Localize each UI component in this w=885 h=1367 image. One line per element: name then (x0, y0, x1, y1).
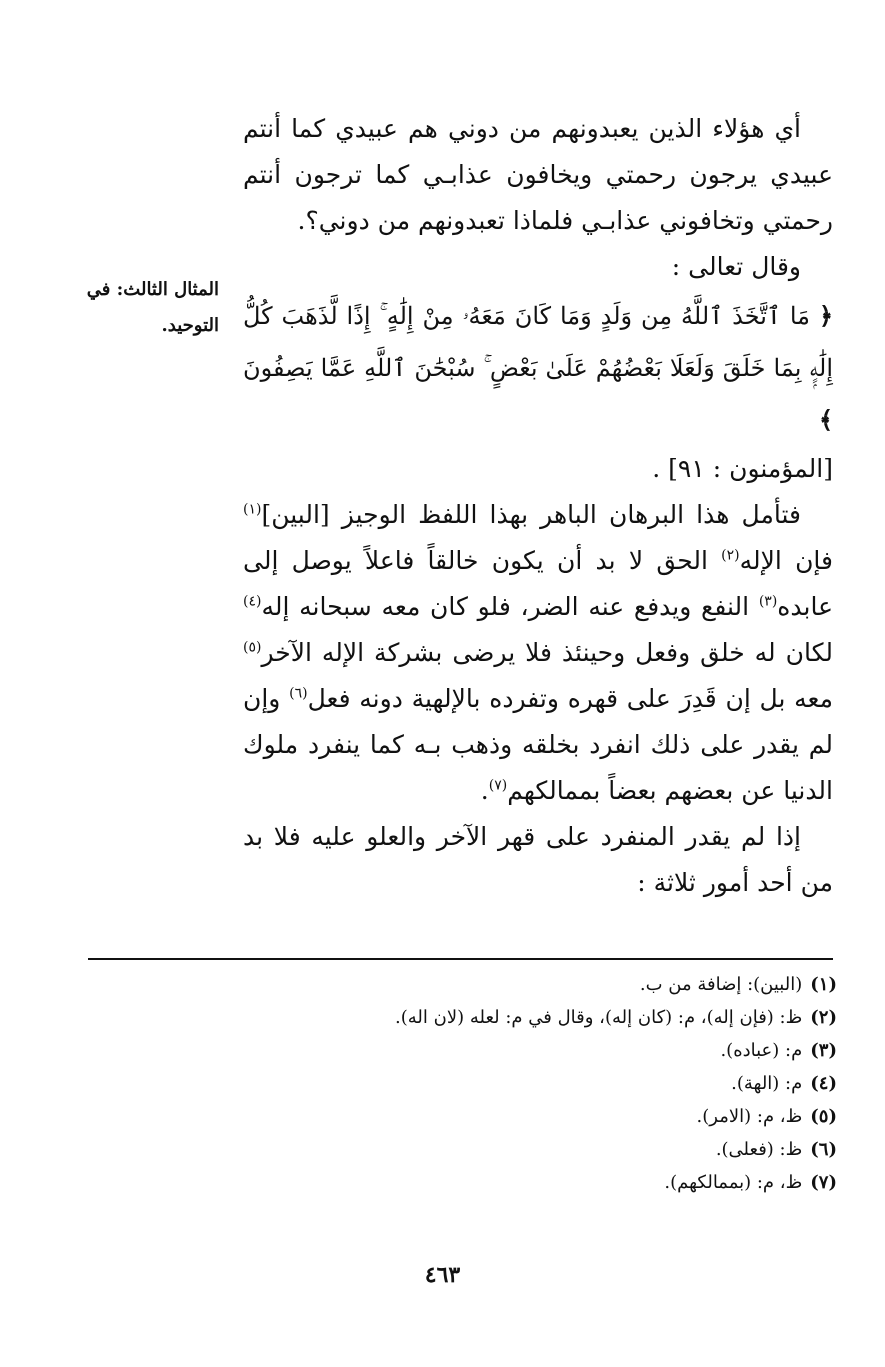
footnotes (77, 968, 837, 1199)
footnote-number: (٣) (810, 1040, 837, 1061)
argument-paragraph (243, 492, 833, 814)
footnote-item (77, 1067, 837, 1100)
footnote-ref: (١) (243, 501, 262, 518)
footnote-item (77, 1166, 837, 1199)
margin-note: المثال الثالث: في التوحيد. (86, 279, 219, 336)
footnote-ref: (٧) (488, 777, 508, 794)
footnote-divider (88, 958, 833, 960)
footnote-number: (٧) (810, 1172, 837, 1193)
intro-paragraph: أي هؤلاء الذين يعبدونهم من دوني هم عبيدي كما أنتم عبيدي يرجون رحمتي ويخافون عذابـي كما ترجون أنتم رحمتي وتخافوني عذابـي فلماذا تعبدونهم من دوني؟. (243, 114, 833, 235)
footnote-number: (٤) (810, 1073, 837, 1094)
main-text (243, 106, 833, 906)
segment-text: النفع ويدفع عنه الضر، فلو كان معه سبحانه إله (261, 592, 759, 621)
verse-reference: [المؤمنون : ٩١] . (652, 454, 833, 483)
footnote-item (77, 1001, 837, 1034)
footnote-item (77, 968, 837, 1001)
footnote-ref: (٣) (758, 593, 778, 610)
footnote-item (77, 1034, 837, 1067)
said-label: وقال تعالى : (671, 252, 801, 281)
segment-text: الحق لا بد أن يكون خالقاً فاعلاً يوصل إلى عابده (243, 546, 833, 621)
page-number: ٤٦٣ (424, 1262, 461, 1288)
footnote-ref: (٢) (721, 547, 740, 564)
verse-open-bracket: ﴿ (818, 301, 833, 330)
footnote-item (77, 1100, 837, 1133)
footnote-item (77, 1133, 837, 1166)
verse-text: مَا ٱتَّخَذَ ٱللَّهُ مِن وَلَدٍ وَمَا كَانَ مَعَهُۥ مِنْ إِلَٰهٍ ۚ إِذًا لَّذَهَبَ كُلُّ إِلَٰهٍۭ بِمَا خَلَقَ وَلَعَلَا بَعْضُهُمْ عَلَىٰ بَعْضٍ ۚ سُبْحَٰنَ ٱللَّهِ عَمَّا يَصِفُونَ (243, 302, 833, 382)
footnote-number: (١) (810, 974, 837, 995)
segment-text: وإن لم يقدر على ذلك انفرد بخلقه وذهب بـه كما ينفرد ملوك الدنيا عن بعضهم بعضاً بممالكهم (243, 684, 833, 805)
footnote-ref: (٤) (243, 593, 262, 610)
footnote-number: (٥) (810, 1106, 837, 1127)
footnote-text: (البين): إضافة من ب. (639, 974, 803, 995)
footnote-ref: (٥) (243, 639, 262, 656)
segment-text: . (480, 776, 489, 805)
verse-close-bracket: ﴾ (818, 405, 833, 434)
footnote-text: م: (الهة). (731, 1073, 803, 1094)
conclusion-paragraph: إذا لم يقدر المنفرد على قهر الآخر والعلو عليه فلا بد من أحد أمور ثلاثة : (243, 822, 833, 897)
footnote-text: م: (عباده). (720, 1040, 803, 1061)
footnote-text: ظ، م: (بممالكهم). (664, 1172, 803, 1193)
segment-text: معه بل إن قَدِرَ على قهره وتفرده بالإلهية دونه فعل (307, 684, 834, 713)
segment-text: فتأمل هذا البرهان الباهر بهذا اللفظ الوجيز [البين] (261, 500, 801, 529)
footnote-text: ظ: (فإن إله)، م: (كان إله)، وقال في م: لعله (لان اله). (395, 1007, 803, 1028)
segment-text: فإن الإله (739, 546, 833, 575)
footnote-ref: (٦) (289, 685, 308, 702)
footnote-number: (٦) (810, 1139, 837, 1160)
segment-text: لكان له خلق وفعل وحينئذ فلا يرضى بشركة الإله الآخر (261, 638, 833, 667)
footnote-text: ظ: (فعلى). (715, 1139, 803, 1160)
footnote-number: (٢) (810, 1007, 837, 1028)
footnote-text: ظ، م: (الامر). (696, 1106, 803, 1127)
quran-verse (243, 290, 833, 446)
